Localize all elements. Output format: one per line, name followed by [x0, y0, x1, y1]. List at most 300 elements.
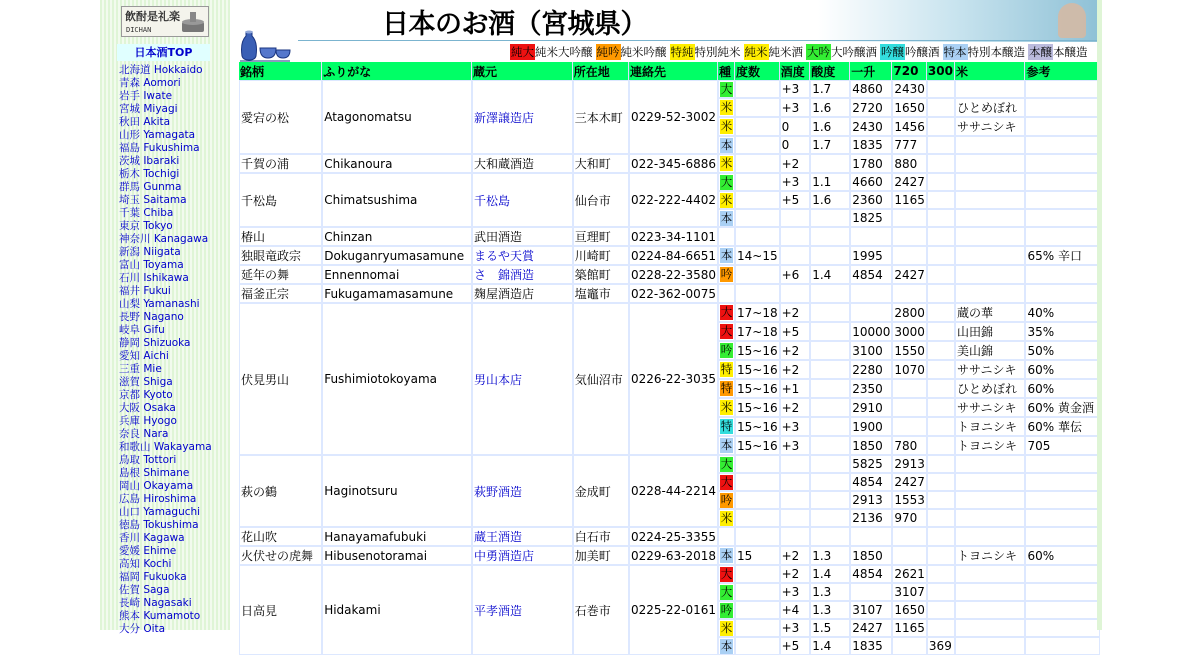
abv-cell: 15 [735, 546, 780, 565]
type-cell [718, 265, 735, 284]
location-cell: 石巻市 [573, 565, 629, 655]
acidity-cell [810, 436, 850, 455]
prefecture-link[interactable]: 群馬 Gunma [119, 181, 182, 193]
prefecture-link[interactable]: 島根 Shimane [119, 467, 190, 479]
sake-degree-cell: +5 [780, 637, 811, 655]
acidity-cell [810, 379, 850, 398]
type-badge: 特 [720, 362, 733, 376]
legend-label: 特別本醸造 [967, 45, 1025, 59]
abv-cell [735, 527, 780, 546]
sake-degree-cell: +3 [780, 583, 811, 601]
prefecture-link[interactable]: 千葉 Chiba [119, 207, 174, 219]
phone-cell: 0229-52-3002 [629, 80, 718, 154]
sake-degree-cell: 0 [780, 117, 811, 136]
type-badge: 米 [720, 400, 733, 414]
sake-degree-cell [780, 284, 811, 303]
type-cell [718, 619, 735, 637]
table-row [239, 565, 1100, 583]
legend-item [744, 42, 804, 62]
location-cell: 仙台市 [573, 173, 629, 227]
prefecture-link[interactable]: 長野 Nagano [119, 311, 184, 323]
type-badge: 本 [720, 210, 733, 225]
table-row [239, 154, 1100, 173]
type-badge: 大 [720, 81, 733, 96]
price-300-cell [927, 509, 955, 527]
price-720-cell: 2430 [894, 82, 925, 96]
rice-cell [955, 473, 1025, 491]
prefecture-link[interactable]: 茨城 Ibaraki [119, 155, 180, 167]
legend-code: 純大 [511, 45, 534, 59]
brewery-cell[interactable]: 蔵王酒造 [472, 527, 573, 546]
price-300-cell [927, 303, 955, 322]
abv-cell: 17~18 [735, 303, 780, 322]
rice-cell [955, 583, 1025, 601]
price-1sho-cell: 1850 [850, 436, 892, 455]
sake-degree-cell: +3 [780, 417, 811, 436]
rice-cell [955, 565, 1025, 583]
table-row [239, 527, 1100, 546]
brand-cell: 椿山 [239, 227, 322, 246]
price-720-cell [892, 637, 927, 655]
prefecture-link[interactable]: 三重 Mie [119, 363, 162, 375]
abv-cell [735, 154, 780, 173]
prefecture-link[interactable]: 愛媛 Ehime [119, 545, 177, 557]
abv-cell [735, 265, 780, 284]
abv-cell: 17~18 [735, 322, 780, 341]
price-1sho-cell: 1900 [850, 417, 892, 436]
location-cell: 加美町 [573, 546, 629, 565]
price-1sho-cell: 2427 [850, 619, 892, 637]
price-300-cell [927, 80, 955, 98]
price-720-cell [892, 246, 927, 265]
abv-cell: 15~16 [735, 398, 780, 417]
rice-cell [955, 246, 1025, 265]
prefecture-link[interactable]: 山口 Yamaguchi [119, 506, 201, 518]
column-header: 度数 [735, 62, 780, 80]
rice-cell: 山田錦 [955, 322, 1025, 341]
prefecture-link[interactable]: 埼玉 Saitama [119, 194, 187, 206]
abv-cell [735, 565, 780, 583]
note-cell: 60% [1025, 546, 1100, 565]
rice-cell [955, 80, 1025, 98]
brewery-cell[interactable]: 萩野酒造 [472, 455, 573, 527]
price-1sho-cell: 1995 [850, 246, 892, 265]
brewery-cell[interactable]: 新澤譲造店 [472, 80, 573, 154]
type-cell [718, 191, 735, 209]
abv-cell: 15~16 [735, 417, 780, 436]
acidity-cell: 1.4 [810, 565, 850, 583]
price-300-cell [927, 491, 955, 509]
price-300-cell [927, 341, 955, 360]
rice-cell [955, 637, 1025, 655]
phone-cell: 0223-34-1101 [629, 227, 718, 246]
price-720-cell: 3000 [892, 322, 927, 341]
price-1sho-cell: 4854 [850, 565, 892, 583]
logo-subtext: DICHAN [126, 26, 152, 34]
sake-degree-cell: +4 [780, 601, 811, 619]
brewery-cell: 大和蔵酒造 [472, 154, 573, 173]
price-300-cell [927, 546, 955, 565]
prefecture-link[interactable]: 東京 Tokyo [119, 220, 173, 232]
price-1sho-cell: 2360 [850, 191, 892, 209]
rice-cell [955, 601, 1025, 619]
price-300-cell [927, 265, 955, 284]
furigana-cell: Chimatsushima [322, 173, 472, 227]
prefecture-link[interactable]: 栃木 Tochigi [119, 168, 180, 180]
prefecture-link[interactable]: 秋田 Akita [119, 116, 171, 128]
prefecture-link[interactable]: 福島 Fukushima [119, 142, 200, 154]
prefecture-link[interactable]: 神奈川 Kanagawa [119, 233, 209, 245]
rice-cell: ササニシキ [955, 360, 1025, 379]
legend-code: 本醸 [1029, 45, 1052, 59]
acidity-cell [810, 246, 850, 265]
type-cell [718, 546, 735, 565]
price-300-cell [927, 98, 955, 117]
price-1sho-cell: 4660 [850, 173, 892, 191]
brand-cell: 延年の舞 [239, 265, 322, 284]
price-1sho-cell [850, 583, 892, 601]
price-300-cell [927, 619, 955, 637]
acidity-cell [810, 398, 850, 417]
legend-code: 特純 [670, 45, 694, 59]
price-300-cell [927, 455, 955, 473]
legend-item [806, 42, 877, 62]
type-badge: 本 [720, 638, 733, 653]
type-cell [718, 136, 735, 154]
acidity-cell [810, 360, 850, 379]
table-row [239, 284, 1100, 303]
price-300-cell [927, 191, 955, 209]
acidity-cell: 1.3 [810, 601, 850, 619]
column-header: ふりがな [322, 62, 472, 80]
legend-code: 特本 [943, 45, 967, 59]
prefecture-link[interactable]: 富山 Toyama [119, 259, 184, 271]
abv-cell [735, 80, 780, 98]
rice-cell: 美山錦 [955, 341, 1025, 360]
price-1sho-cell [850, 527, 892, 546]
type-cell [718, 303, 735, 322]
price-1sho-cell: 2910 [850, 398, 892, 417]
location-cell: 亘理町 [573, 227, 629, 246]
prefecture-link[interactable]: 長崎 Nagasaki [119, 597, 192, 609]
prefecture-link[interactable]: 徳島 Tokushima [119, 519, 199, 531]
type-badge: 吟 [720, 267, 733, 281]
price-1sho-cell: 3107 [850, 601, 892, 619]
brand-cell: 萩の鶴 [239, 455, 322, 527]
acidity-cell: 1.3 [810, 546, 850, 565]
prefecture-link[interactable]: 兵庫 Hyogo [119, 415, 177, 427]
furigana-cell: Chinzan [322, 227, 472, 246]
price-720-cell: 880 [892, 154, 927, 173]
note-cell [1025, 80, 1100, 98]
site-logo[interactable] [121, 6, 209, 37]
brand-cell: 独眼竜政宗 [239, 246, 322, 265]
column-header: 米 [955, 62, 1025, 80]
type-badge: 米 [720, 510, 733, 525]
price-720-cell: 780 [892, 436, 927, 455]
abv-cell [735, 637, 780, 655]
note-cell [1025, 136, 1100, 154]
sake-top-link[interactable]: 日本酒TOP [117, 44, 210, 61]
price-300-cell [927, 154, 955, 173]
prefecture-link[interactable]: 北海道 Hokkaido [119, 64, 203, 76]
type-badge: 米 [720, 100, 733, 114]
note-cell [1025, 191, 1100, 209]
price-720-cell: 2427 [894, 475, 925, 489]
prefecture-link[interactable]: 岩手 Iwate [119, 90, 173, 102]
table-row [239, 455, 1100, 473]
sake-degree-cell: +2 [780, 546, 811, 565]
price-300-cell: 369 [927, 637, 955, 655]
prefecture-link[interactable]: 和歌山 Wakayama [119, 441, 212, 453]
legend-label: 本醸造 [1053, 45, 1088, 59]
location-cell: 金成町 [573, 455, 629, 527]
price-720-cell [892, 527, 927, 546]
prefecture-link[interactable]: 岐阜 Gifu [119, 324, 165, 336]
furigana-cell: Fukugamamasamune [322, 284, 472, 303]
sake-type-legend [510, 42, 1091, 62]
type-cell [718, 360, 735, 379]
note-cell: 50% [1025, 341, 1100, 360]
acidity-cell [810, 341, 850, 360]
note-cell [1025, 227, 1100, 246]
price-300-cell [927, 360, 955, 379]
furigana-cell: Haginotsuru [322, 455, 472, 527]
table-row [239, 265, 1100, 284]
price-300-cell [927, 583, 955, 601]
type-cell [718, 246, 735, 265]
type-cell [718, 98, 735, 117]
phone-cell: 0226-22-3035 [629, 303, 718, 455]
phone-cell: 022-222-4402 [629, 173, 718, 227]
prefecture-link[interactable]: 滋賀 Shiga [119, 376, 173, 388]
rice-cell [955, 455, 1025, 473]
note-cell: 60% 黄金酒 [1025, 398, 1100, 417]
acidity-cell [810, 509, 850, 527]
note-cell: 60% [1025, 360, 1100, 379]
sake-degree-cell: +2 [780, 341, 811, 360]
prefecture-link[interactable]: 山梨 Yamanashi [119, 298, 200, 310]
bathing-woman-photo [1058, 3, 1086, 38]
abv-cell: 14~15 [735, 246, 780, 265]
furigana-cell: Hibusenotoramai [322, 546, 472, 565]
brewery-cell[interactable]: 中勇酒造店 [472, 546, 573, 565]
prefecture-link[interactable]: 佐賀 Saga [119, 584, 170, 596]
price-1sho-cell: 4854 [850, 265, 892, 284]
type-cell [718, 173, 735, 191]
type-cell [718, 473, 735, 491]
rice-cell: ササニシキ [955, 117, 1025, 136]
abv-cell: 15~16 [735, 360, 780, 379]
prefecture-link[interactable]: 静岡 Shizuoka [119, 337, 191, 349]
rice-cell: トヨニシキ [955, 546, 1025, 565]
rice-cell [955, 491, 1025, 509]
price-720-cell [892, 209, 927, 227]
brand-cell: 花山吹 [239, 527, 322, 546]
type-cell [718, 341, 735, 360]
acidity-cell: 1.7 [810, 136, 850, 154]
price-720-cell: 1165 [894, 621, 925, 635]
type-badge: 大 [720, 584, 733, 599]
sake-degree-cell: +5 [780, 322, 811, 341]
prefecture-link[interactable]: 山形 Yamagata [119, 129, 196, 141]
brand-cell: 千松島 [239, 173, 322, 227]
type-badge: 本 [720, 438, 733, 452]
abv-cell: 15~16 [735, 436, 780, 455]
prefecture-link[interactable]: 大分 Oita [119, 623, 166, 635]
rice-cell [955, 227, 1025, 246]
furigana-cell: Atagonomatsu [322, 80, 472, 154]
sidebar [100, 0, 230, 635]
price-720-cell: 1550 [892, 341, 927, 360]
furigana-cell: Chikanoura [322, 154, 472, 173]
sake-degree-cell: +6 [780, 265, 811, 284]
prefecture-link[interactable]: 福井 Fukui [119, 285, 171, 297]
note-cell [1025, 117, 1100, 136]
abv-cell [735, 601, 780, 619]
prefecture-link[interactable]: 新潟 Niigata [119, 246, 181, 258]
prefecture-link[interactable]: 京都 Kyoto [119, 389, 173, 401]
sake-degree-cell [780, 246, 811, 265]
type-cell [718, 398, 735, 417]
price-720-cell: 1553 [894, 493, 925, 507]
price-300-cell [927, 246, 955, 265]
type-cell [718, 227, 735, 246]
column-header: 連絡先 [629, 62, 718, 80]
rice-cell: 蔵の華 [955, 303, 1025, 322]
sake-degree-cell: +2 [780, 303, 811, 322]
left-margin [0, 0, 100, 630]
price-300-cell [927, 473, 955, 491]
type-badge: 吟 [720, 602, 733, 617]
legend-item [1028, 42, 1088, 62]
price-720-cell [892, 417, 927, 436]
price-1sho-cell [850, 303, 892, 322]
phone-cell: 0228-22-3580 [629, 265, 718, 284]
note-cell: 35% [1025, 322, 1100, 341]
prefecture-link[interactable]: 熊本 Kumamoto [119, 610, 201, 622]
legend-label: 特別純米 [694, 45, 741, 59]
price-1sho-cell: 2350 [850, 379, 892, 398]
price-300-cell [927, 417, 955, 436]
abv-cell [735, 98, 780, 117]
legend-label: 純米吟醸 [620, 45, 667, 59]
prefecture-link[interactable]: 香川 Kagawa [119, 532, 185, 544]
prefecture-link[interactable]: 高知 Kochi [119, 558, 172, 570]
brewery-cell[interactable]: さ 錦酒造 [472, 265, 573, 284]
rice-cell [955, 265, 1025, 284]
sake-degree-cell [780, 209, 811, 227]
note-cell [1025, 637, 1100, 655]
note-cell [1025, 583, 1100, 601]
rice-cell: ササニシキ [955, 398, 1025, 417]
price-300-cell [927, 227, 955, 246]
brand-cell: 伏見男山 [239, 303, 322, 455]
price-720-cell: 2800 [892, 303, 927, 322]
column-header: 300 [927, 64, 953, 78]
phone-cell: 0224-84-6651 [629, 246, 718, 265]
prefecture-link[interactable]: 広島 Hiroshima [119, 493, 197, 505]
note-cell [1025, 491, 1100, 509]
legend-item [510, 42, 593, 62]
price-300-cell [927, 117, 955, 136]
page-title: 日本のお酒（宮城県） [382, 9, 647, 40]
type-cell [718, 436, 735, 455]
note-cell [1025, 284, 1100, 303]
acidity-cell: 1.6 [810, 191, 850, 209]
prefecture-link[interactable]: 大阪 Osaka [119, 402, 176, 414]
price-720-cell: 2913 [894, 457, 925, 471]
sake-set-icon [238, 26, 292, 62]
prefecture-link[interactable]: 青森 Aomori [119, 77, 181, 89]
rice-cell [955, 509, 1025, 527]
table-row [239, 173, 1100, 191]
rice-cell [955, 619, 1025, 637]
prefecture-link[interactable]: 石川 Ishikawa [119, 272, 189, 284]
table-row [239, 227, 1100, 246]
brewery-cell: 麹屋酒造店 [472, 284, 573, 303]
rice-cell [955, 154, 1025, 173]
type-cell [718, 637, 735, 655]
acidity-cell [810, 527, 850, 546]
note-cell: 60% 華伝 [1025, 417, 1100, 436]
price-1sho-cell: 1835 [850, 136, 892, 154]
sake-table [239, 62, 1100, 655]
right-margin [1097, 0, 1200, 630]
acidity-cell: 1.4 [810, 265, 850, 284]
brand-cell: 日高見 [239, 565, 322, 655]
rice-cell: ひとめぼれ [955, 98, 1025, 117]
location-cell: 白石市 [573, 527, 629, 546]
legend-code: 大吟 [807, 45, 830, 59]
acidity-cell: 1.7 [810, 80, 850, 98]
acidity-cell: 1.6 [810, 117, 850, 136]
sake-degree-cell: +5 [780, 191, 811, 209]
price-720-cell [892, 398, 927, 417]
legend-item [943, 42, 1026, 62]
prefecture-link[interactable]: 鳥取 Tottori [119, 454, 177, 466]
brewery-cell[interactable]: 男山本店 [472, 303, 573, 455]
prefecture-link[interactable]: 岡山 Okayama [119, 480, 194, 492]
prefecture-link[interactable]: 奈良 Nara [119, 428, 169, 440]
column-header: 蔵元 [472, 62, 573, 80]
brewery-cell[interactable]: 平孝酒造 [472, 565, 573, 655]
column-header: 酸度 [810, 62, 850, 80]
price-1sho-cell: 1835 [850, 637, 892, 655]
note-cell [1025, 209, 1100, 227]
price-1sho-cell: 1780 [850, 154, 892, 173]
prefecture-link[interactable]: 愛知 Aichi [119, 350, 169, 362]
prefecture-link[interactable]: 宮城 Miyagi [119, 103, 178, 115]
price-720-cell: 1165 [894, 193, 925, 207]
abv-cell [735, 583, 780, 601]
price-300-cell [927, 527, 955, 546]
price-720-cell: 777 [892, 136, 927, 154]
price-1sho-cell: 3100 [850, 341, 892, 360]
rice-cell: トヨニシキ [955, 417, 1025, 436]
rice-cell [955, 136, 1025, 154]
abv-cell [735, 491, 780, 509]
type-badge: 大 [720, 566, 733, 581]
acidity-cell [810, 491, 850, 509]
legend-code: 純米 [744, 45, 768, 59]
brewery-cell[interactable]: まるや天賞 [472, 246, 573, 265]
legend-label: 吟醸酒 [905, 45, 940, 59]
note-cell [1025, 619, 1100, 637]
prefecture-link[interactable]: 福岡 Fukuoka [119, 571, 187, 583]
brewery-cell[interactable]: 千松島 [472, 173, 573, 227]
price-1sho-cell: 4860 [850, 80, 892, 98]
